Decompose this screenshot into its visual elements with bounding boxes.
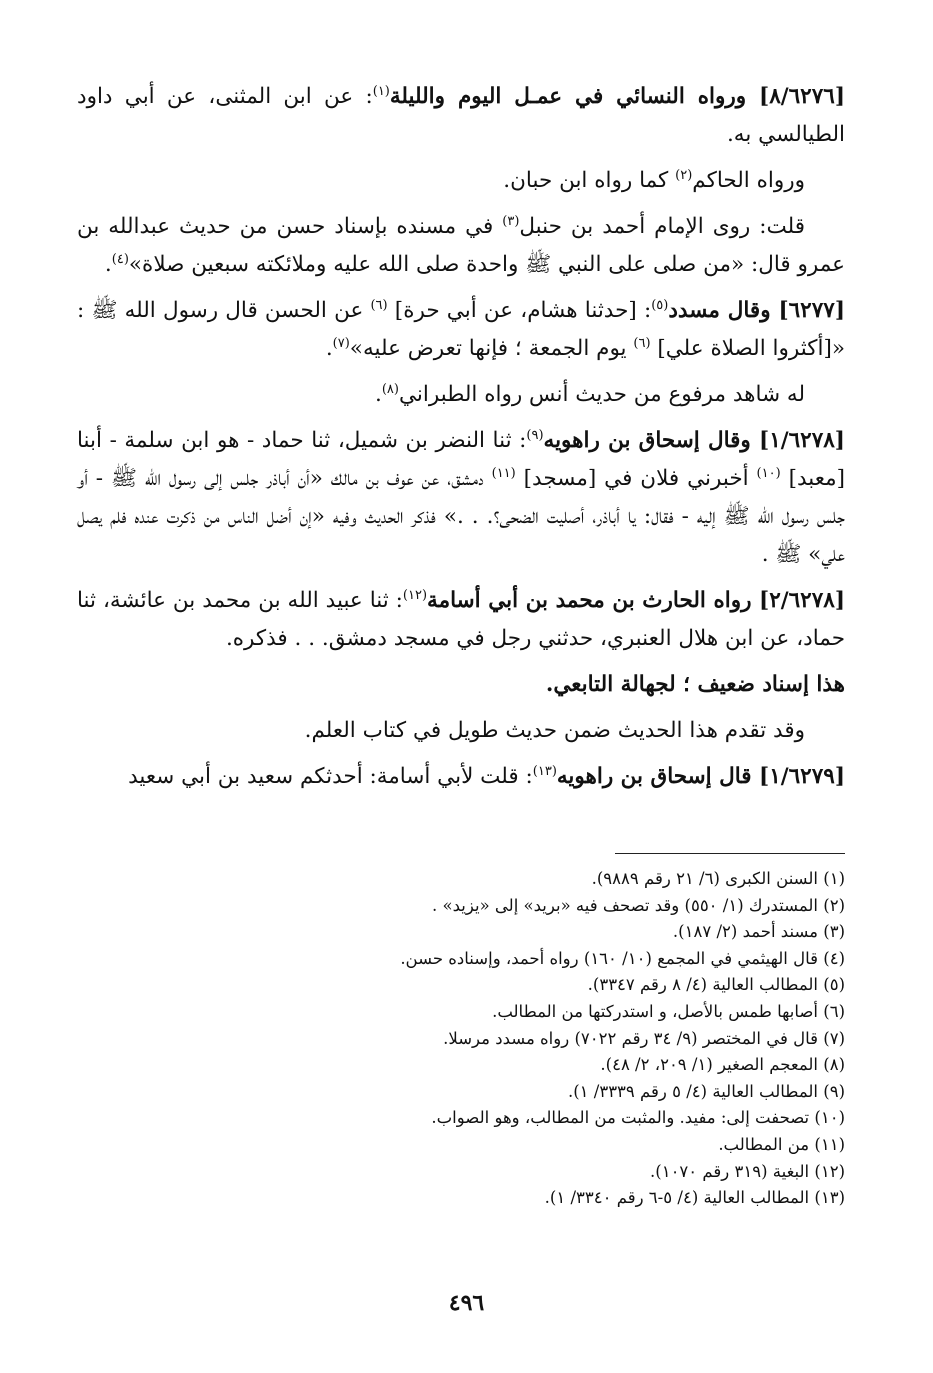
paragraph-text: . <box>104 252 112 277</box>
paragraph-text: وقد تقدم هذا الحديث ضمن حديث طويل في كتاب العلم. <box>304 718 805 743</box>
hadith-heading: [١/٦٢٧٨] وقال إسحاق بن راهويه <box>543 428 845 453</box>
footnote-item: (١١) من المطالب. <box>718 1134 845 1154</box>
paragraph <box>77 376 845 414</box>
footnote-ref: (٣) <box>502 213 520 229</box>
footnotes-section <box>85 866 845 1212</box>
footnote-item: (١٠) تصحفت إلى: مفيد. والمثبت من المطالب، وهو الصواب. <box>431 1108 845 1128</box>
footnote-item: (٢) المستدرك (١/ ٥٥٠) وقد تصحف فيه «بريد» إلى «يزيد» . <box>432 895 845 915</box>
footnote-item: (١٣) المطالب العالية (٤/ ٥-٦ رقم ٣٣٤٠/ ١). <box>544 1188 845 1208</box>
hadith-heading: [٦٢٧٧] وقال مسدد <box>668 298 846 323</box>
paragraph-text: له شاهد مرفوع من حديث أنس رواه الطبراني <box>398 382 805 407</box>
footnote-ref: (١٢) <box>402 587 428 603</box>
footnote-item: (٣) مسند أحمد (٢/ ١٨٧). <box>672 922 845 942</box>
paragraph-text: . <box>325 336 333 361</box>
paragraph <box>77 78 845 154</box>
footnote-ref: (٧) <box>332 335 350 351</box>
paragraph-text: : ثنا عبيد الله بن محمد بن عائشة، ثنا حماد، عن ابن هلال العنبري، حدثني رجل في مسجد دمشق. . . فذكره. <box>77 588 845 651</box>
footnote-item: (٦) أصابها طمس بالأصل، و استدركتها من المطالب. <box>492 1001 845 1021</box>
footnote-ref: (٦) <box>370 297 388 313</box>
footnote-item: (٤) قال الهيثمي في المجمع (١٠/ ١٦٠) رواه أحمد، وإسناده حسن. <box>400 948 845 968</box>
paragraph-text: كما رواه ابن حبان. <box>503 168 676 193</box>
footnote-ref: (٥) <box>651 297 669 313</box>
footnote-item: (٧) قال في المختصر (٩/ ٣٤ رقم ٧٠٢٢) رواه مسدد مرسلا. <box>443 1028 845 1048</box>
main-text <box>77 78 845 804</box>
hadith-heading: هذا إسناد ضعيف ؛ لجهالة التابعي. <box>545 672 845 697</box>
paragraph-text: : ثنا النضر بن شميل، ثنا حماد - هو ابن سلمة - أبنا [معبد] <box>77 428 846 491</box>
paragraph-text: في مسنده بإسناد حسن من حديث عبدالله بن عمرو قال: «من صلى على النبي ﷺ واحدة صلى الله عليه وملائكته سبعين صلاة» <box>77 214 845 277</box>
paragraph <box>77 712 845 750</box>
paragraph <box>77 758 845 796</box>
hadith-heading: [٨/٦٢٧٦] ورواه النسائي في عمـل اليوم والليلة <box>389 84 845 109</box>
paragraph-text: عن الحسن قال رسول الله ﷺ : «[أكثروا الصلاة علي] <box>77 298 845 361</box>
paragraph <box>77 208 845 284</box>
paragraph-text: ورواه الحاكم <box>692 168 805 193</box>
footnote-item: (٨) المعجم الصغير (١/ ٢٠٩، ٢/ ٤٨). <box>600 1055 845 1075</box>
paragraph-text: . <box>375 382 382 407</box>
paragraph-text: يوم الجمعة ؛ فإنها تعرض عليه» <box>349 336 634 361</box>
paragraph-text: أخبرني فلان في [مسجد] <box>515 466 757 491</box>
footnote-item: (١٢) البغية (٣١٩ رقم ١٠٧٠). <box>650 1161 845 1181</box>
footnote-item: (٥) المطالب العالية (٤/ ٨ رقم ٣٣٤٧). <box>587 975 845 995</box>
footnote-ref: (٤) <box>111 251 129 267</box>
paragraph <box>77 422 845 574</box>
paragraph-text: قلت: روى الإمام أحمد بن حنبل <box>519 214 805 239</box>
hadith-heading: [١/٦٢٧٩] قال إسحاق بن راهويه <box>556 764 845 789</box>
paragraph <box>77 292 845 368</box>
footnote-ref: (٢) <box>675 167 693 183</box>
footnote-ref: (٨) <box>381 381 399 397</box>
paragraph <box>77 582 845 658</box>
paragraph-text: : عن ابن المثنى، عن أبي داود الطيالسي به. <box>77 84 845 147</box>
paragraph-text: : قلت لأبي أسامة: أحدثكم سعيد بن أبي سعيد <box>128 764 533 789</box>
paragraph-text: : [حدثنا هشام، عن أبي حرة] <box>387 298 652 323</box>
footnote-divider <box>615 853 845 854</box>
footnote-item: (١) السنن الكبرى (٦/ ٢١ رقم ٩٨٨٩). <box>591 869 845 888</box>
paragraph-text: دمشق، عن عوف بن مالك «أن أباذر جلس إلى رسول الله ﷺ - أو جلس رسول الله ﷺ إليه - فقال: يا أباذر، أصليت الضحى؟. . .» فذكر الحديث وفيه «إن أضل الناس من ذكرت عنده فلم يصل علي» ﷺ . <box>77 466 845 567</box>
footnote-ref: (٦) <box>633 335 651 351</box>
footnote-item: (٩) المطالب العالية (٤/ ٥ رقم ٣٣٣٩/ ١). <box>567 1081 845 1101</box>
paragraph <box>77 666 845 704</box>
page-number: ٤٩٦ <box>448 1290 485 1316</box>
hadith-heading: [٢/٦٢٧٨] رواه الحارث بن محمد بن أبي أسامة <box>427 588 846 613</box>
footnote-ref: (١١) <box>491 465 516 481</box>
footnote-ref: (١٣) <box>532 763 557 779</box>
footnote-ref: (١٠) <box>756 465 781 481</box>
paragraph <box>77 162 845 200</box>
footnote-ref: (١) <box>372 83 390 99</box>
footnote-ref: (٩) <box>526 427 544 443</box>
